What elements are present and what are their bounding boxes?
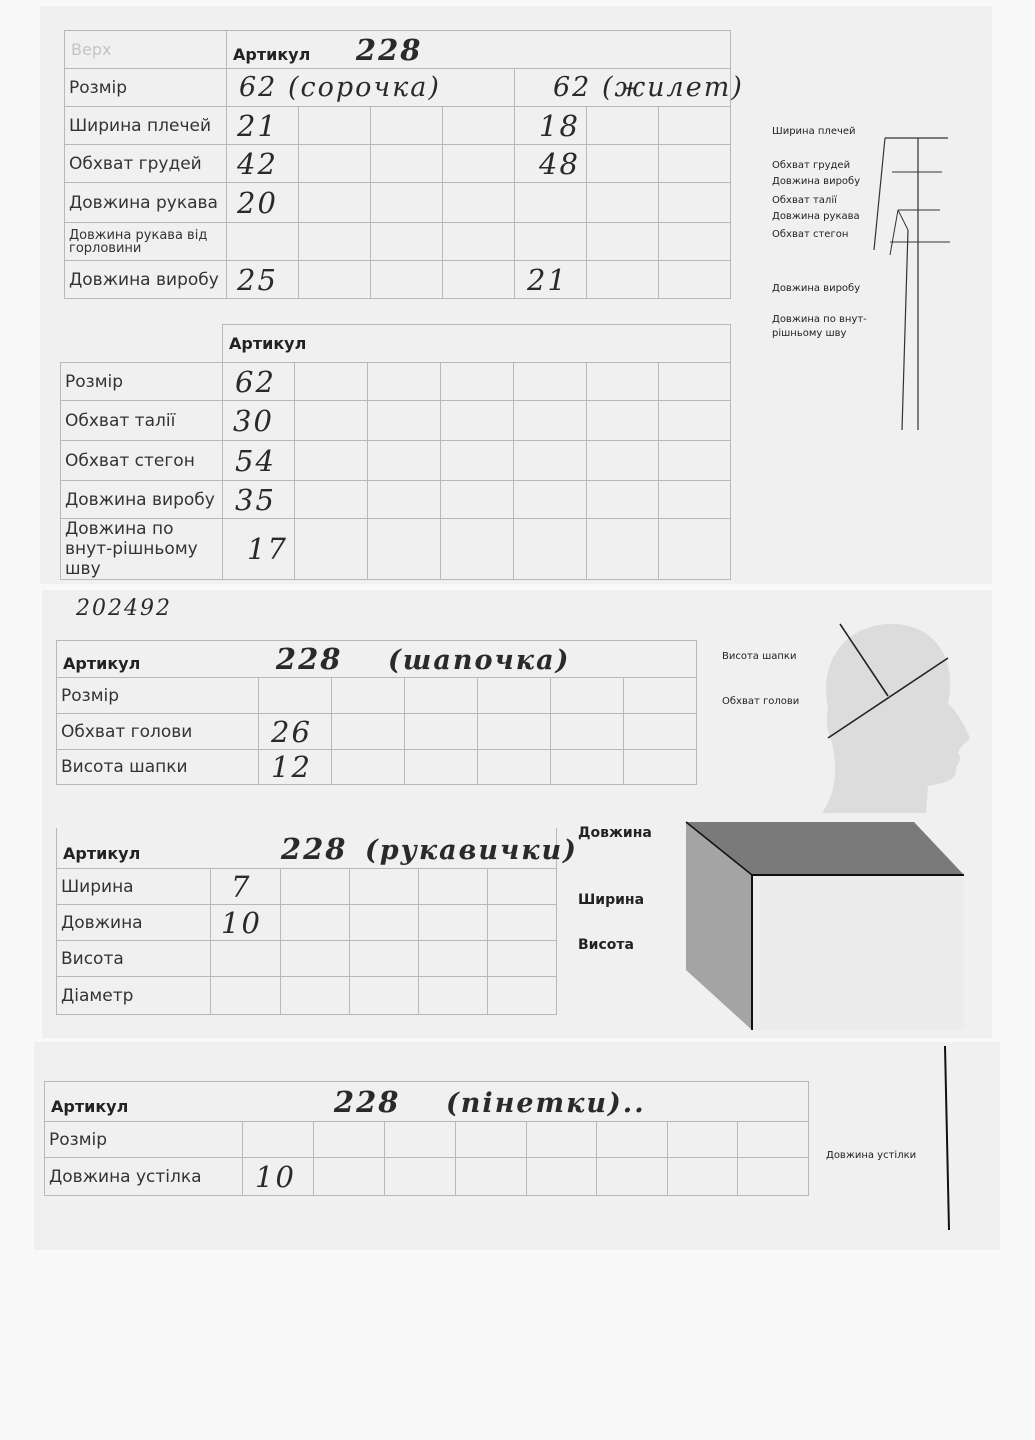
row-label: Довжина виробу <box>65 261 227 299</box>
row-label: Розмір <box>45 1122 243 1158</box>
hat-height-value: 12 <box>259 750 332 785</box>
mittens-table <box>56 828 578 1015</box>
faded-label-top: Верх <box>65 31 227 69</box>
item-name: (рукавички) <box>365 834 578 866</box>
article-label: Артикул <box>51 1096 129 1116</box>
waist-value: 30 <box>223 401 295 441</box>
legend-shoulder-width: Ширина плечей <box>772 126 856 137</box>
legend-length: Довжина <box>578 825 652 841</box>
insole-line-diagram <box>940 1044 954 1234</box>
article-label-2: Артикул <box>223 325 731 363</box>
article-label: Артикул <box>63 843 141 863</box>
booties-article-header <box>45 1082 809 1122</box>
article-value: 228 <box>275 642 343 676</box>
head-value: 26 <box>259 714 332 750</box>
box-diagram <box>684 820 969 1035</box>
row-label: Обхват талії <box>61 401 223 441</box>
insole-value: 10 <box>243 1158 314 1196</box>
row-label: Розмір <box>61 363 223 401</box>
booties-table <box>44 1081 809 1196</box>
row-label: Довжина виробу <box>61 481 223 519</box>
legend-width: Ширина <box>578 892 645 908</box>
row-label: Обхват голови <box>57 714 259 750</box>
row-label: Висота <box>57 941 211 977</box>
garment-measurement-diagram <box>860 130 960 440</box>
article-value: 228 <box>333 1084 401 1119</box>
head-diagram <box>808 618 998 818</box>
legend-hat-height: Висота шапки <box>722 651 797 662</box>
chest-value-2: 48 <box>515 145 587 183</box>
row-label: Обхват грудей <box>65 145 227 183</box>
item-name: (пінетки).. <box>446 1087 646 1119</box>
row-label: Довжина рукава від горловини <box>65 223 227 261</box>
article-label: Артикул <box>233 44 311 64</box>
legend-height: Висота <box>578 937 634 953</box>
row-label: Обхват стегон <box>61 441 223 481</box>
item-name: (шапочка) <box>388 645 571 676</box>
inseam-value: 17 <box>223 519 295 580</box>
row-label: Розмір <box>57 678 259 714</box>
chest-value-1: 42 <box>227 145 299 183</box>
article-header <box>227 31 731 69</box>
row-label: Розмір <box>65 69 227 107</box>
row-label: Ширина плечей <box>65 107 227 145</box>
legend-chest: Обхват грудей <box>772 160 851 171</box>
row-label: Довжина устілка <box>45 1158 243 1196</box>
article-value: 228 <box>280 831 348 866</box>
row-label: Довжина <box>57 905 211 941</box>
article-label: Артикул <box>63 654 141 673</box>
legend-hips: Обхват стегон <box>772 229 849 240</box>
size-value-vest: 62 (жилет) <box>515 69 731 107</box>
legend-insole-length: Довжина устілки <box>826 1150 917 1161</box>
sleeve-value-1: 20 <box>227 183 299 223</box>
legend-head-circumference: Обхват голови <box>722 696 800 707</box>
hat-table <box>56 640 697 785</box>
order-number: 202492 <box>76 596 172 621</box>
legend-waist: Обхват талії <box>772 195 837 206</box>
shoulder-value-1: 21 <box>227 107 299 145</box>
row-label: Висота шапки <box>57 750 259 785</box>
legend-length: Довжина виробу <box>772 176 861 187</box>
length-value-2: 21 <box>515 261 587 299</box>
size-value: 62 <box>223 363 295 401</box>
length-value: 10 <box>211 905 281 941</box>
measurement-table-top <box>64 30 744 299</box>
hat-article-header <box>57 641 697 678</box>
measurement-table-bottom <box>60 324 731 580</box>
width-value: 7 <box>211 869 281 905</box>
legend-inseam: Довжина по внут-рішньому шву <box>772 314 867 339</box>
row-label: Ширина <box>57 869 211 905</box>
shoulder-value-2: 18 <box>515 107 587 145</box>
row-label: Довжина по внут-рішньому шву <box>61 519 223 580</box>
length-value-1: 25 <box>227 261 299 299</box>
legend-sleeve: Довжина рукава <box>772 211 860 222</box>
legend-length-2: Довжина виробу <box>772 283 861 294</box>
article-value: 228 <box>355 32 423 67</box>
size-value-shirt: 62 (сорочка) <box>227 69 515 107</box>
row-label: Діаметр <box>57 977 211 1015</box>
hip-value: 54 <box>223 441 295 481</box>
mittens-article-header <box>57 829 578 869</box>
row-label: Довжина рукава <box>65 183 227 223</box>
length-value: 35 <box>223 481 295 519</box>
